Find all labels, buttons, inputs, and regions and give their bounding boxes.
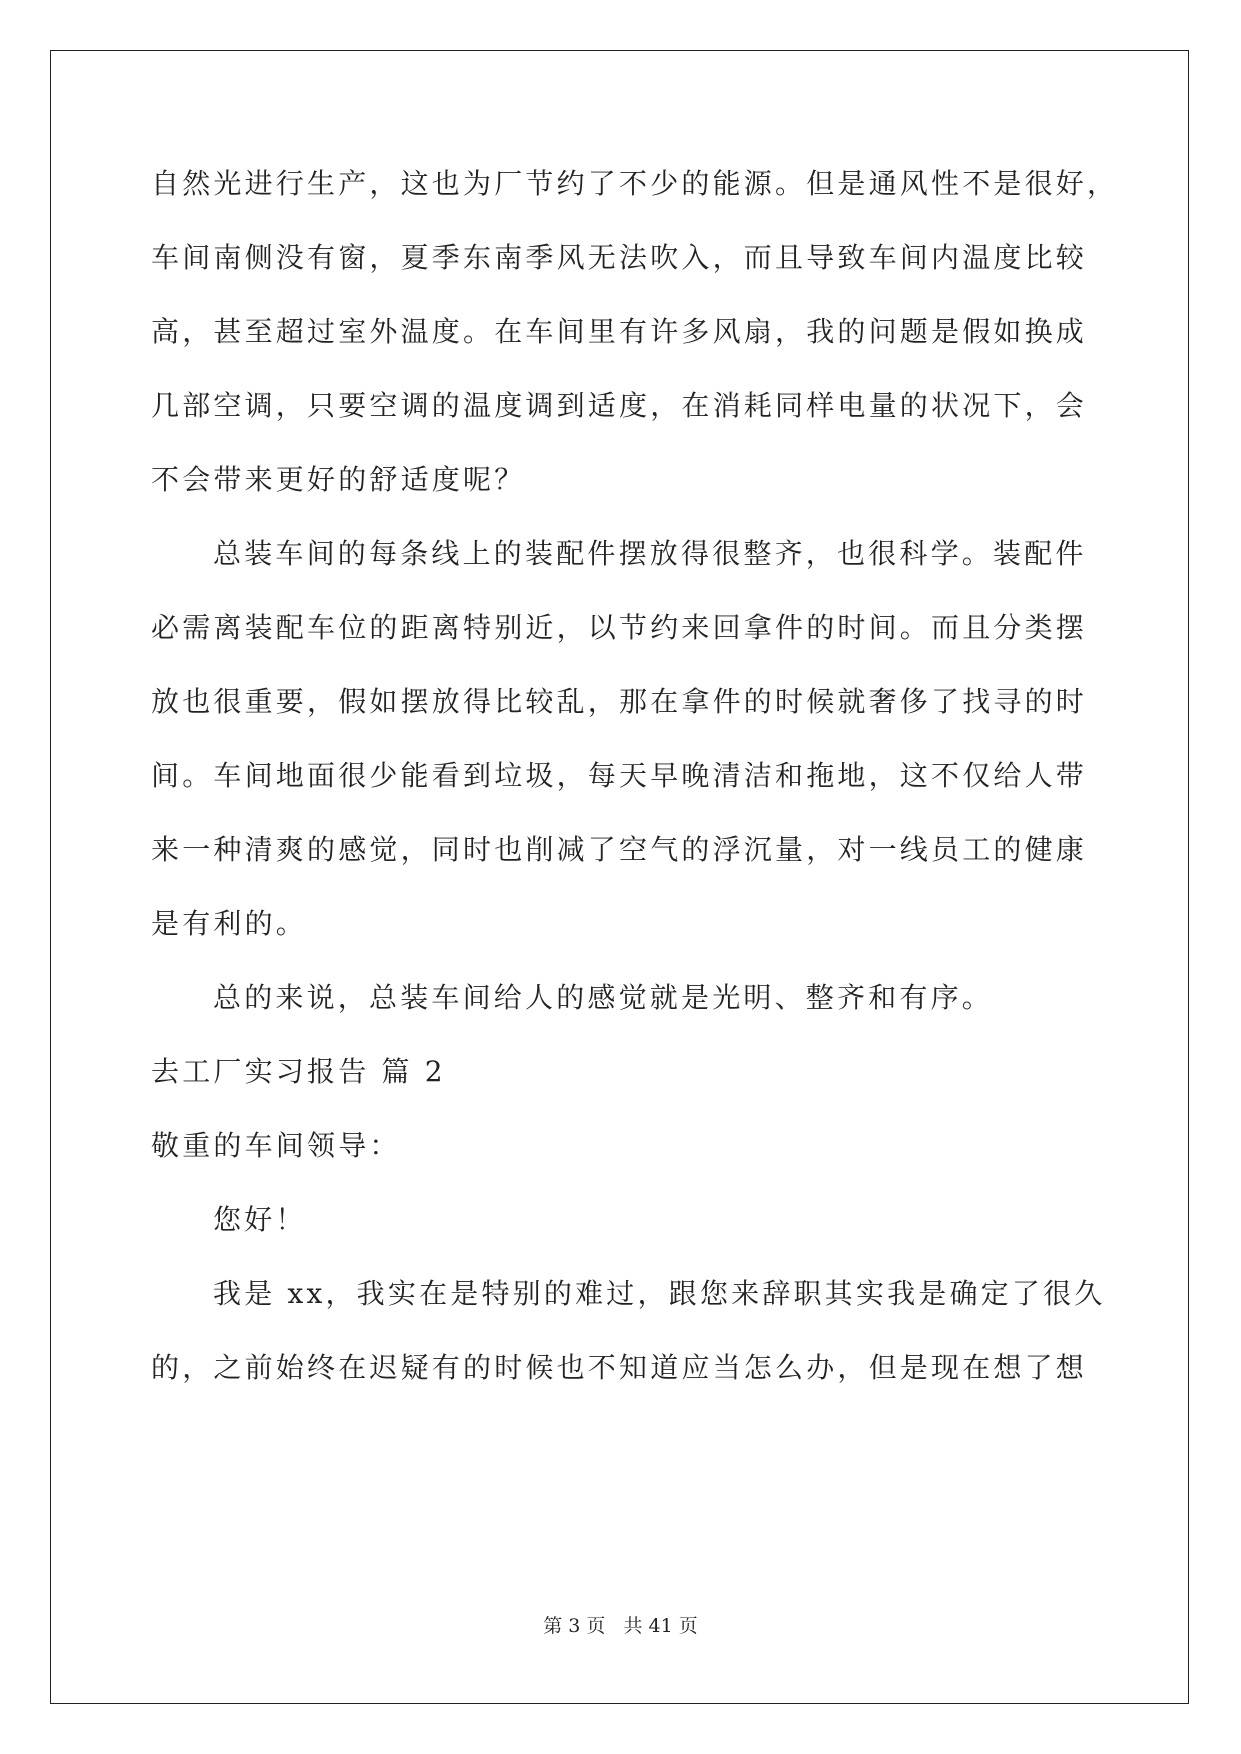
body-line-12: 总的来说，总装车间给人的感觉就是光明、整齐和有序。 — [213, 981, 994, 1014]
body-line-8: 放也很重要，假如摆放得比较乱，那在拿件的时候就奢侈了找寻的时 — [151, 685, 1088, 718]
salutation: 敬重的车间领导： — [151, 1129, 401, 1162]
body-line-4: 几部空调，只要空调的温度调到适度，在消耗同样电量的状况下，会 — [151, 389, 1088, 422]
body-line-2: 车间南侧没有窗，夏季东南季风无法吹入，而且导致车间内温度比较 — [151, 241, 1088, 274]
body-line-6: 总装车间的每条线上的装配件摆放得很整齐，也很科学。装配件 — [213, 537, 1087, 570]
body-line-9: 间。车间地面很少能看到垃圾，每天早晚清洁和拖地，这不仅给人带 — [151, 759, 1088, 792]
page-number: 第 3 页 — [543, 1615, 606, 1637]
body-line-10: 来一种清爽的感觉，同时也削减了空气的浮沉量，对一线员工的健康 — [151, 833, 1088, 866]
page-footer — [0, 1611, 1241, 1638]
page-border — [50, 50, 1189, 1704]
body-line-17: 的，之前始终在迟疑有的时候也不知道应当怎么办，但是现在想了想 — [151, 1351, 1088, 1384]
body-line-1: 自然光进行生产，这也为厂节约了不少的能源。但是通风性不是很好， — [151, 167, 1119, 200]
body-line-7: 必需离装配车位的距离特别近，以节约来回拿件的时间。而且分类摆 — [151, 611, 1088, 644]
page-total: 共 41 页 — [623, 1615, 698, 1637]
body-line-16: 我是 xx，我实在是特别的难过，跟您来辞职其实我是确定了很久 — [213, 1277, 1106, 1310]
body-line-5: 不会带来更好的舒适度呢？ — [151, 463, 526, 496]
body-line-3: 高，甚至超过室外温度。在车间里有许多风扇，我的问题是假如换成 — [151, 315, 1088, 348]
greeting: 您好！ — [213, 1203, 307, 1236]
body-line-11: 是有利的。 — [151, 907, 308, 940]
section-heading: 去工厂实习报告 篇 2 — [151, 1055, 446, 1088]
